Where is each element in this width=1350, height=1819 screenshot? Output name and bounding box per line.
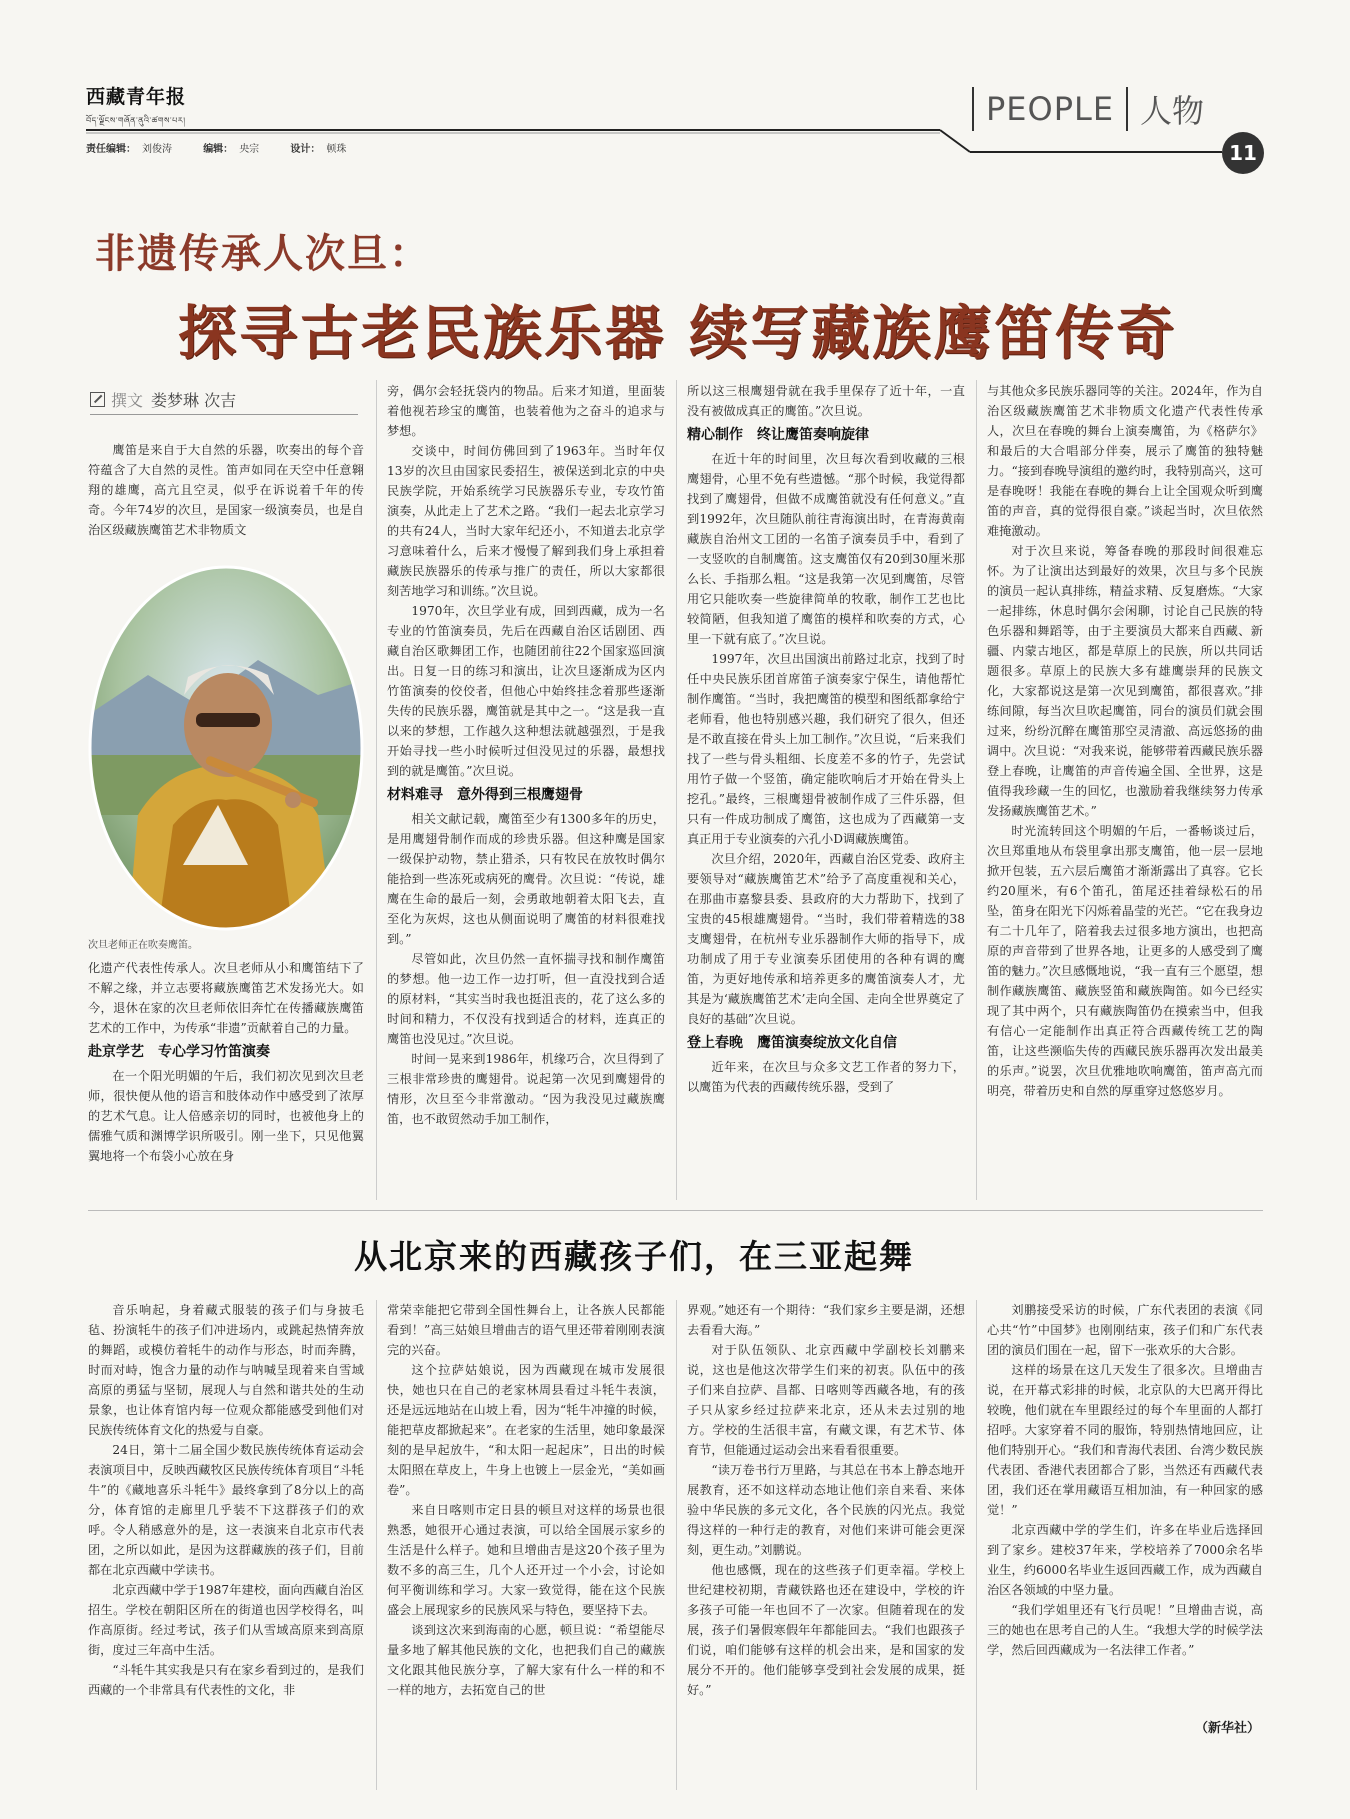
paragraph: 在近十年的时间里，次旦每次看到收藏的三根鹰翅骨，心里不免有些遗憾。“那个时候，我觉得都找到了鹰翅骨，但做不成鹰笛就没有任何意义。”直到1992年，次旦随队前往青海演出时，在青海黄南藏族自治州文工团的一名笛子演奏员手中，看到了一支竖吹的自制鹰笛。这支鹰笛仅有20到30厘米那么长、手指那么粗。“这是我第一次见到鹰笛，尽管用它只能吹奏一些旋律简单的牧歌，制作工艺也比较简陋，但我知道了鹰笛的模样和吹奏的方式，心里一下就有底了。”次旦说。 [687,452,965,646]
story-headline: 探寻古老民族乐器 续写藏族鹰笛传奇 [178,299,1178,367]
byline [90,388,236,411]
story-divider [88,1210,1263,1211]
paragraph: 时间一晃来到1986年，机缘巧合，次旦得到了三根非常珍贵的鹰翅骨。说起第一次见到鹰翅骨的情形，次旦至今非常激动。“因为我没见过藏族鹰笛，也不敢贸然动手加工制作， [387,1052,665,1126]
paragraph: “读万卷书行万里路，与其总在书本上静态地开展教育，还不如这样动态地让他们亲自来看、来体验中华民族的多元文化，各个民族的闪光点。我觉得这样的一种行走的教育，对他们来讲可能会更深刻，更生动。”刘鹏说。 [687,1463,965,1557]
story1-col4 [987,381,1263,1201]
paragraph: 时光流转回这个明媚的午后，一番畅谈过后，次旦郑重地从布袋里拿出那支鹰笛，他一层一层地掀开包装，五六层后鹰笛才渐渐露出了真容。它长约20厘米，有6个笛孔，笛尾还挂着绿松石的吊坠，笛身在阳光下闪烁着晶莹的光芒。“它在我身边有二十几年了，陪着我去过很多地方演出，也把高原的声音带到了世界各地，让更多的人感受到了鹰笛的魅力。”次旦感慨地说，“我一直有三个愿望，想制作藏族鹰笛、藏族竖笛和藏族陶笛。如今已经实现了其中两个，只有藏族陶笛仍在摸索当中，但我有信心一定能制作出真正符合西藏传统工艺的陶笛，让这些濒临失传的西藏民族乐器再次发出最美的乐声。”说罢，次旦优雅地吹响鹰笛，笛声高亢而明亮，带着历史和自然的厚重穿过悠悠岁月。 [987,824,1263,1098]
paragraph: 北京西藏中学的学生们，许多在毕业后选择回到了家乡。建校37年来，学校培养了7000余名毕业生，约6000名毕业生返回西藏工作，成为西藏自治区各领域的中坚力量。 [987,1523,1263,1597]
story1-col2 [387,381,665,1201]
column-rule [976,1300,977,1790]
photo-caption: 次旦老师正在吹奏鹰笛。 [88,940,198,951]
paragraph: 他也感慨，现在的这些孩子们更幸福。学校上世纪建校初期，青藏铁路也还在建设中，学校的许多孩子可能一年也回不了一次家。但随着现在的发展，孩子们暑假寒假年年都能回去。“我们也跟孩子们说，咱们能够有这样的机会出来，是和国家的发展分不开的。他们能够享受到社会发展的成果，挺好。” [687,1563,965,1697]
header-rule [0,0,1350,200]
byline-authors: 娄梦琳 次吉 [151,391,237,410]
story1-col1-bottom [88,958,364,1198]
copy-editor-label: 编辑： [203,144,234,155]
page-number: 11 [1222,132,1264,174]
story2-col2 [387,1300,665,1790]
paragraph: 界观。”她还有一个期待：“我们家乡主要是湖，还想去看看大海。” [687,1303,965,1337]
subhead-study: 赴京学艺 专心学习竹笛演奏 [88,1044,270,1060]
editor: 刘俊涛 [142,144,172,155]
paragraph: “斗牦牛其实我是只有在家乡看到过的，是我们西藏的一个非常具有代表性的文化，非 [88,1663,364,1697]
paragraph: 常荣幸能把它带到全国性舞台上，让各族人民都能看到！”高三姑娘旦增曲吉的语气里还带着刚刚表演完的兴奋。 [387,1303,665,1357]
paragraph: 近年来，在次旦与众多文艺工作者的努力下，以鹰笛为代表的西藏传统乐器，受到了 [687,1060,965,1094]
paragraph: 对于队伍领队、北京西藏中学副校长刘鹏来说，这也是他这次带学生们来的初衷。队伍中的孩子们来自拉萨、昌都、日喀则等西藏各地，有的孩子只从家乡经过拉萨来北京，还从未去过别的地方。学校的生活很丰富，有藏文课，有艺术节、体育节，但能通过运动会出来看看很重要。 [687,1343,965,1457]
story1-col3 [687,381,965,1201]
paragraph: 旁，偶尔会轻抚袋内的物品。后来才知道，里面装着他视若珍宝的鹰笛，也装着他为之奋斗的追求与梦想。 [387,384,665,438]
paragraph: 化遗产代表性传承人。次旦老师从小和鹰笛结下了不解之缘，并立志要将藏族鹰笛艺术发扬光大。如今，退休在家的次旦老师依旧奔忙在传播藏族鹰笛艺术的工作中，为传承“非遗”贡献着自己的力量。 [88,961,364,1035]
paragraph: 音乐响起，身着藏式服装的孩子们与身披毛毡、扮演牦牛的孩子们冲进场内，或跳起热情奔放的舞蹈，或模仿着牦牛的动作与形态，时而奔腾，时而对峙，饱含力量的动作与呐喊呈现着来自雪域高原的勇猛与坚韧，展现人与自然和谐共处的生动景象，也让体育馆内每一位观众都能感受到他们对民族传统体育文化的热爱与自豪。 [88,1303,364,1437]
paragraph: 来自日喀则市定日县的顿旦对这样的场景也很熟悉，她很开心通过表演，可以给全国展示家乡的生活是什么样子。她和旦增曲吉是这20个孩子里为数不多的高三生，几个人还开过一个小会，讨论如何平衡训练和学习。大家一致觉得，能在这个民族盛会上展现家乡的民族风采与特色，要坚持下去。 [387,1503,665,1617]
paragraph: 这样的场景在这几天发生了很多次。旦增曲吉说，在开幕式彩排的时候，北京队的大巴离开得比较晚，他们就在车里跟经过的每个车里面的人都打招呼。大家穿着不同的服饰，特别热情地回应，让他们特别开心。“我们和青海代表团、台湾少数民族代表团、香港代表团都合了影，当然还有西藏代表团，我们还在掌用藏语互相加油，有一种回家的感觉！” [987,1363,1263,1517]
paragraph: 相关文献记载，鹰笛至少有1300多年的历史，是用鹰翅骨制作而成的珍贵乐器。但这种鹰是国家一级保护动物，禁止猎杀，只有牧民在放牧时偶尔能拾到一些冻死或病死的鹰骨。次旦说：“传说，雄鹰在生命的最后一刻，会勇敢地朝着太阳飞去，直至化为灰烬，这也从侧面说明了鹰笛的材料很难找到。” [387,812,665,946]
paragraph: 所以这三根鹰翅骨就在我手里保存了近十年，一直没有被做成真正的鹰笛。”次旦说。 [687,384,965,418]
paragraph: 鹰笛是来自于大自然的乐器，吹奏出的每个音符蕴含了大自然的灵性。笛声如同在天空中任意翱翔的雄鹰，高亢且空灵，似乎在诉说着千年的传奇。今年74岁的次旦，是国家一级演奏员，也是自治区级藏族鹰笛艺术非物质文 [88,443,364,537]
byline-rule [90,414,358,415]
paragraph: 1970年，次旦学业有成，回到西藏，成为一名专业的竹笛演奏员，先后在西藏自治区话剧团、西藏自治区歌舞团工作，也随团前往22个国家巡回演出。日复一日的练习和演出，让次旦逐渐成为区内竹笛演奏的佼佼者，但他心中始终挂念着那些逐渐失传的民族乐器，鹰笛就是其中之一。“这是我一直以来的梦想，工作越久这种想法就越强烈，于是我开始寻找一些小时候听过但没见过的乐器，最想找到的就是鹰笛。”次旦说。 [387,604,665,778]
column-rule [676,1300,677,1790]
designer: 顿珠 [326,144,347,155]
story2-col3 [687,1300,965,1790]
paper-name-tibetan: བོད་ལྗོངས་གཞོན་ནུའི་ཚགས་པར། [86,116,186,125]
paragraph: 尽管如此，次旦仍然一直怀揣寻找和制作鹰笛的梦想。他一边工作一边打听，但一直没找到合适的原材料，“其实当时我也挺沮丧的，花了这么多的时间和精力，不仅没有找到适合的材料，连真正的鹰笛也没见过。”次旦说。 [387,952,665,1046]
subhead-gala: 登上春晚 鹰笛演奏绽放文化自信 [687,1035,897,1051]
story2-col4 [987,1300,1263,1710]
section-english: PEOPLE [986,90,1115,128]
subhead-material: 材料难寻 意外得到三根鹰翅骨 [387,787,583,803]
paper-name: 西藏青年报 [86,86,187,108]
subhead-craft: 精心制作 终让鹰笛奏响旋律 [687,427,869,443]
paragraph: 这个拉萨姑娘说，因为西藏现在城市发展很快，她也只在自己的老家林周县看过斗牦牛表演，还是远远地站在山坡上看，因为“牦牛冲撞的时候，能把草皮都掀起来”。在老家的生活里，她印象最深刻的是早起放牛，“和太阳一起起床”，日出的时候太阳照在草皮上，牛身上也镀上一层金光，“美如画卷”。 [387,1363,665,1497]
column-rule [676,380,677,1200]
portrait-photo [88,565,364,931]
paragraph: 与其他众多民族乐器同等的关注。2024年，作为自治区级藏族鹰笛艺术非物质文化遗产代表性传承人，次旦在春晚的舞台上演奏鹰笛，为《格萨尔》和最后的大合唱部分伴奏，展示了鹰笛的独特魅力。“接到春晚导演组的邀约时，我特别高兴，这可是春晚呀！我能在春晚的舞台上让全国观众听到鹰笛的声音，真的觉得很自豪。”谈起当时，次旦依然难掩激动。 [987,384,1263,538]
story2-col1 [88,1300,364,1790]
section-chinese: 人物 [1140,92,1205,130]
story2-headline: 从北京来的西藏孩子们，在三亚起舞 [354,1237,914,1276]
paragraph: 交谈中，时间仿佛回到了1963年。当时年仅13岁的次旦由国家民委招生，被保送到北京的中央民族学院，开始系统学习民族器乐专业，专攻竹笛演奏，从此走上了艺术之路。“我们一起去北京学习的共有24人，当时大家年纪还小，不知道去北京学习意味着什么，后来才慢慢了解到我们身上承担着藏族民族器乐的传承与推广的责任，所以大家都很刻苦地学习和训练。”次旦说。 [387,444,665,598]
editor-label: 责任编辑： [86,144,136,155]
paragraph: 24日，第十二届全国少数民族传统体育运动会表演项目中，反映西藏牧区民族传统体育项目“斗牦牛”的《藏地喜乐斗牦牛》最终拿到了8分以上的高分，体育馆的走廊里几乎装不下这群孩子们的欢呼。令人稍感意外的是，这一表演来自北京市代表团，之所以如此，是因为这群藏族的孩子们，目前都在北京西藏中学读书。 [88,1443,364,1577]
paragraph: 北京西藏中学于1987年建校，面向西藏自治区招生。学校在朝阳区所在的街道也因学校得名，叫作高原街。经过考试，孩子们从雪域高原来到高原街，度过三年高中生活。 [88,1583,364,1657]
paragraph: 谈到这次来到海南的心愿，顿旦说：“希望能尽量多地了解其他民族的文化，也把我们自己的藏族文化跟其他民族分享，了解大家有什么一样的和不一样的地方，去拓宽自己的世 [387,1623,665,1697]
story-kicker: 非遗传承人次旦： [95,230,431,277]
copy-editor: 央宗 [239,144,260,155]
byline-role: 撰文 [111,391,144,410]
pen-icon [90,392,105,407]
column-rule [376,1300,377,1790]
paragraph: 次旦介绍，2020年，西藏自治区党委、政府主要领导对“藏族鹰笛艺术”给予了高度重视和关心，在那曲市嘉黎县委、县政府的大力帮助下，找到了宝贵的45根雄鹰翅骨。“当时，我们带着精选的38支鹰翅骨，在杭州专业乐器制作大师的指导下，成功制成了用于专业演奏乐团使用的各种有调的鹰笛，为更好地传承和培养更多的鹰笛演奏人才，尤其是为‘藏族鹰笛艺术’走向全国、走向全世界奠定了良好的基础”次旦说。 [687,852,965,1026]
column-rule [976,380,977,1200]
column-rule [376,380,377,1200]
paragraph: 在一个阳光明媚的午后，我们初次见到次旦老师，很快便从他的语言和肢体动作中感受到了浓厚的艺术气息。让人倍感亲切的同时，也被他身上的儒雅气质和渊博学识所吸引。刚一坐下，只见他翼翼地将一个布袋小心放在身 [88,1069,364,1163]
news-agency: （新华社） [1195,1721,1261,1736]
paragraph: “我们学姐里还有飞行员呢！”旦增曲吉说，高三的她也在思考自己的人生。“我想大学的时候学法学，然后回西藏成为一名法律工作者。” [987,1603,1263,1657]
paragraph: 对于次旦来说，筹备春晚的那段时间很难忘怀。为了让演出达到最好的效果，次旦与多个民族的演员一起认真排练，精益求精、反复磨炼。“大家一起排练，休息时偶尔会闲聊，讨论自己民族的特色乐器和舞蹈等，由于主要演员大都来自西藏、新疆、内蒙古地区，都是草原上的民族，所以共同话题很多。草原上的民族大多有雄鹰崇拜的民族文化，大家都说这是第一次见到鹰笛，都很喜欢。”排练间隙，每当次旦吹起鹰笛，同台的演员们就会围过来，纷纷沉醉在鹰笛那空灵清澈、高远悠扬的曲调中。次旦说：“对我来说，能够带着西藏民族乐器登上春晚，让鹰笛的声音传遍全国、全世界，这是值得我珍藏一生的回忆，也激励着我继续努力传承发扬藏族鹰笛艺术。” [987,544,1263,818]
paragraph: 1997年，次旦出国演出前路过北京，找到了时任中央民族乐团首席笛子演奏家宁保生，请他帮忙制作鹰笛。“当时，我把鹰笛的模型和图纸都拿给宁老师看，他也特别感兴趣，我们研究了很久，但还是不敢直接在骨头上加工制作。”次旦说，“后来我们找了一些与骨头粗细、长度差不多的竹子，先尝试用竹子做一个竖笛，确定能吹响后才开始在骨头上挖孔。”最终，三根鹰翅骨被制作成了三件乐器，但只有一件成功制成了鹰笛，这也成为了西藏第一支真正用于专业演奏的六孔小D调藏族鹰笛。 [687,652,965,846]
story1-col1-top [88,440,364,560]
paragraph: 刘鹏接受采访的时候，广东代表团的表演《同心共“竹”中国梦》也刚刚结束，孩子们和广东代表团的演员们围在一起，留下一张欢乐的大合影。 [987,1303,1263,1357]
designer-label: 设计： [290,144,321,155]
